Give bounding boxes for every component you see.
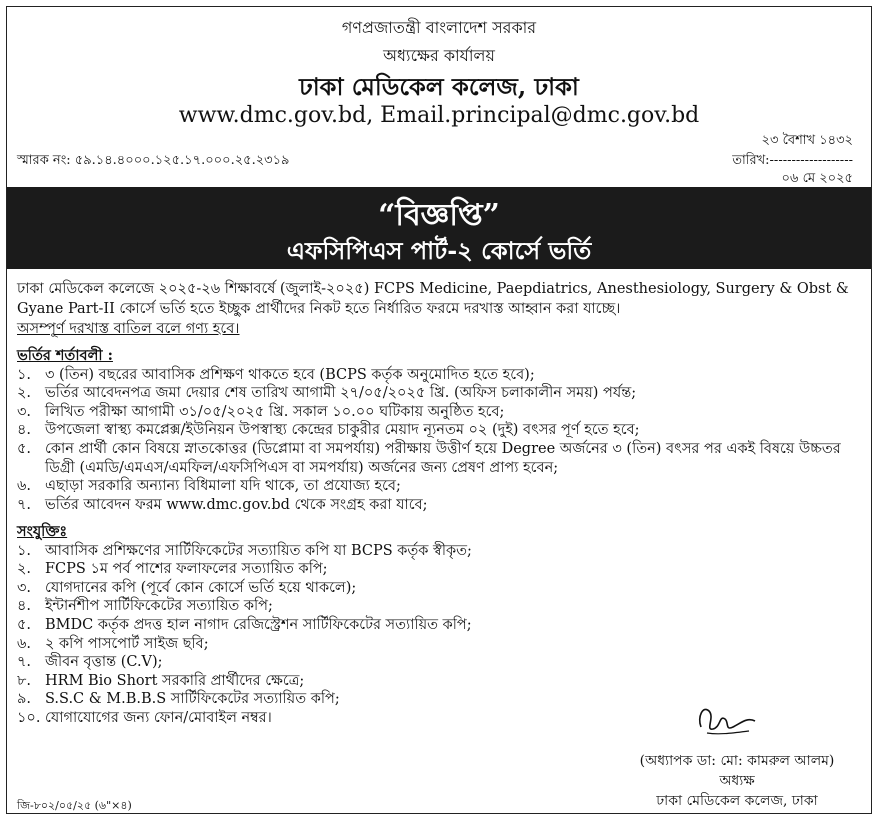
list-item — [17, 616, 859, 635]
list-item — [17, 496, 859, 515]
item-text: এছাড়া সরকারি অন্যান্য বিধিমালা যদি থাকে, তা প্রযোজ্য হবে; — [45, 478, 401, 495]
item-text: যোগাযোগের জন্য ফোন/মোবাইল নম্বর। — [45, 709, 272, 726]
list-item — [17, 560, 859, 579]
item-text: ২ কপি পাসপোর্ট সাইজ ছবি; — [45, 635, 209, 652]
item-number: ১. — [17, 542, 32, 559]
item-text: ভর্তির আবেদন ফরম www.dmc.gov.bd থেকে সংগ্রহ করা যাবে; — [45, 496, 428, 513]
item-text: S.S.C & M.B.B.S সার্টিফিকেটের সত্যায়িত কপি; — [45, 691, 340, 708]
item-number: ৬. — [17, 635, 32, 652]
signature-icon — [689, 697, 759, 741]
item-text: ভর্তির আবেদনপত্র জমা দেয়ার শেষ তারিখ আগামী ২৭/০৫/২০২৫ খ্রি. (অফিস চলাকালীন সময়) পর্যন্ত; — [45, 385, 637, 402]
list-item — [17, 440, 859, 477]
list-item — [17, 384, 859, 403]
date-bengali: ২৩ বৈশাখ ১৪৩২ — [761, 133, 853, 148]
item-number: ২. — [17, 385, 32, 402]
college-name: ঢাকা মেডিকেল কলেজ, ঢাকা — [299, 72, 579, 101]
signer-designation: অধ্যক্ষ — [719, 773, 755, 789]
item-text: HRM Bio Short সরকারি প্রার্থীদের ক্ষেত্রে; — [45, 672, 305, 689]
list-item — [17, 403, 859, 422]
memo-number: স্মারক নং: ৫৯.১৪.৪০০০.১২৫.১৭.০০০.২৫.২৩১৯ — [17, 153, 290, 168]
intro-paragraph — [17, 279, 859, 339]
notice-subtitle: এফসিপিএস পার্ট-২ কোর্সে ভর্তি — [286, 236, 592, 265]
item-number: ৬. — [17, 478, 32, 495]
conditions-section — [17, 347, 859, 514]
item-number: ৭. — [17, 496, 32, 513]
print-code: জি-৮০২/০৫/২৫ (৬"×৪) — [17, 799, 132, 812]
intro-note: অসম্পূর্ণ দরখাস্ত বাতিল বলে গণ্য হবে। — [17, 321, 240, 337]
item-text: কোন প্রার্থী কোন বিষয়ে স্নাতকোত্তর (ডিপ্লোমা বা সমপর্যায়) পরীক্ষায় উত্তীর্ণ হয়ে Degree অর্জনের ৩ (তিন) বৎসর পর একই বিষয়ে উচ্চতর ডিগ্রী (এমডি/এমএস/এমফিল/এফসিপিএস বা সমপর্যায়) অর্জনের জন্য প্রেষণ প্রাপ্য হবেন; — [45, 440, 841, 476]
item-text: জীবন বৃত্তান্ত (C.V); — [45, 654, 163, 671]
item-text: BMDC কর্তৃক প্রদত্ত হাল নাগাদ রেজিস্ট্রেশন সার্টিফিকেটের সত্যায়িত কপি; — [45, 616, 472, 633]
notice-document — [6, 6, 872, 814]
notice-banner — [7, 187, 871, 269]
signer-name: (অধ্যাপক ডা: মো: কামরুল আলম) — [639, 753, 835, 769]
item-number: ৪. — [17, 422, 32, 439]
list-item — [17, 477, 859, 496]
item-text: যোগদানের কপি (পূর্বে কোন কোর্সে ভর্তি হয়ে থাকলে); — [45, 579, 357, 596]
list-item — [17, 653, 859, 672]
date-label: তারিখ:------------------- — [732, 153, 853, 168]
list-item — [17, 635, 859, 654]
list-item — [17, 597, 859, 616]
item-text: লিখিত পরীক্ষা আগামী ৩১/০৫/২০২৫ খ্রি. সকাল ১০.০০ ঘটিকায় অনুষ্ঠিত হবে; — [45, 403, 505, 420]
date-english: ০৬ মে ২০২৫ — [781, 171, 853, 186]
item-number: ৫. — [17, 616, 32, 633]
item-number: ৮. — [17, 672, 32, 689]
item-text: FCPS ১ম পর্ব পাশের ফলাফলের সত্যায়িত কপি; — [45, 561, 328, 578]
item-number: ১০. — [17, 709, 41, 726]
list-item — [17, 366, 859, 385]
item-number: ৭. — [17, 654, 32, 671]
office-name: অধ্যক্ষের কার্যালয় — [383, 46, 495, 65]
item-text: আবাসিক প্রশিক্ষণের সার্টিফিকেটের সত্যায়িত কপি যা BCPS কর্তৃক স্বীকৃত; — [45, 542, 472, 559]
signer-block — [607, 751, 867, 811]
item-text: ৩ (তিন) বছরের আবাসিক প্রশিক্ষণ থাকতে হবে (BCPS কর্তৃক অনুমোদিত হতে হবে); — [45, 366, 535, 383]
item-text: ইন্টার্নশীপ সার্টিফিকেটের সত্যায়িত কপি; — [45, 598, 273, 615]
item-number: ১. — [17, 366, 32, 383]
list-item — [17, 542, 859, 561]
annex-title: সংযুক্তিঃ — [17, 523, 68, 540]
item-number: ৫. — [17, 440, 32, 457]
item-number: ৯. — [17, 691, 32, 708]
contact-line: www.dmc.gov.bd, Email.principal@dmc.gov.bd — [178, 103, 700, 128]
item-number: ৩. — [17, 579, 32, 596]
item-number: ২. — [17, 561, 32, 578]
conditions-title: ভর্তির শর্তাবলী : — [17, 347, 113, 364]
intro-text: ঢাকা মেডিকেল কলেজে ২০২৫-২৬ শিক্ষাবর্ষে (জুলাই-২০২৫) FCPS Medicine, Paepdiatrics, Anesthesiology, Surgery & Obst & Gyane Part-II কোর্সে ভর্তি হতে ইচ্ছুক প্রার্থীদের নিকট হতে নির্ধারিত ফরমে দরখাস্ত আহ্বান করা যাচ্ছে। — [17, 281, 849, 317]
item-text: উপজেলা স্বাস্থ্য কমপ্লেক্স/ইউনিয়ন উপস্বাস্থ্য কেন্দ্রের চাকুরীর মেয়াদ ন্যূনতম ০২ (দুই) বৎসর পূর্ণ হতে হবে; — [45, 422, 640, 439]
signer-office: ঢাকা মেডিকেল কলেজ, ঢাকা — [656, 793, 818, 809]
item-number: ৩. — [17, 403, 32, 420]
govt-name: গণপ্রজাতন্ত্রী বাংলাদেশ সরকার — [341, 18, 537, 37]
list-item — [17, 672, 859, 691]
item-number: ৪. — [17, 598, 32, 615]
list-item — [17, 421, 859, 440]
list-item — [17, 579, 859, 598]
notice-title: “বিজ্ঞপ্তি” — [378, 198, 500, 233]
